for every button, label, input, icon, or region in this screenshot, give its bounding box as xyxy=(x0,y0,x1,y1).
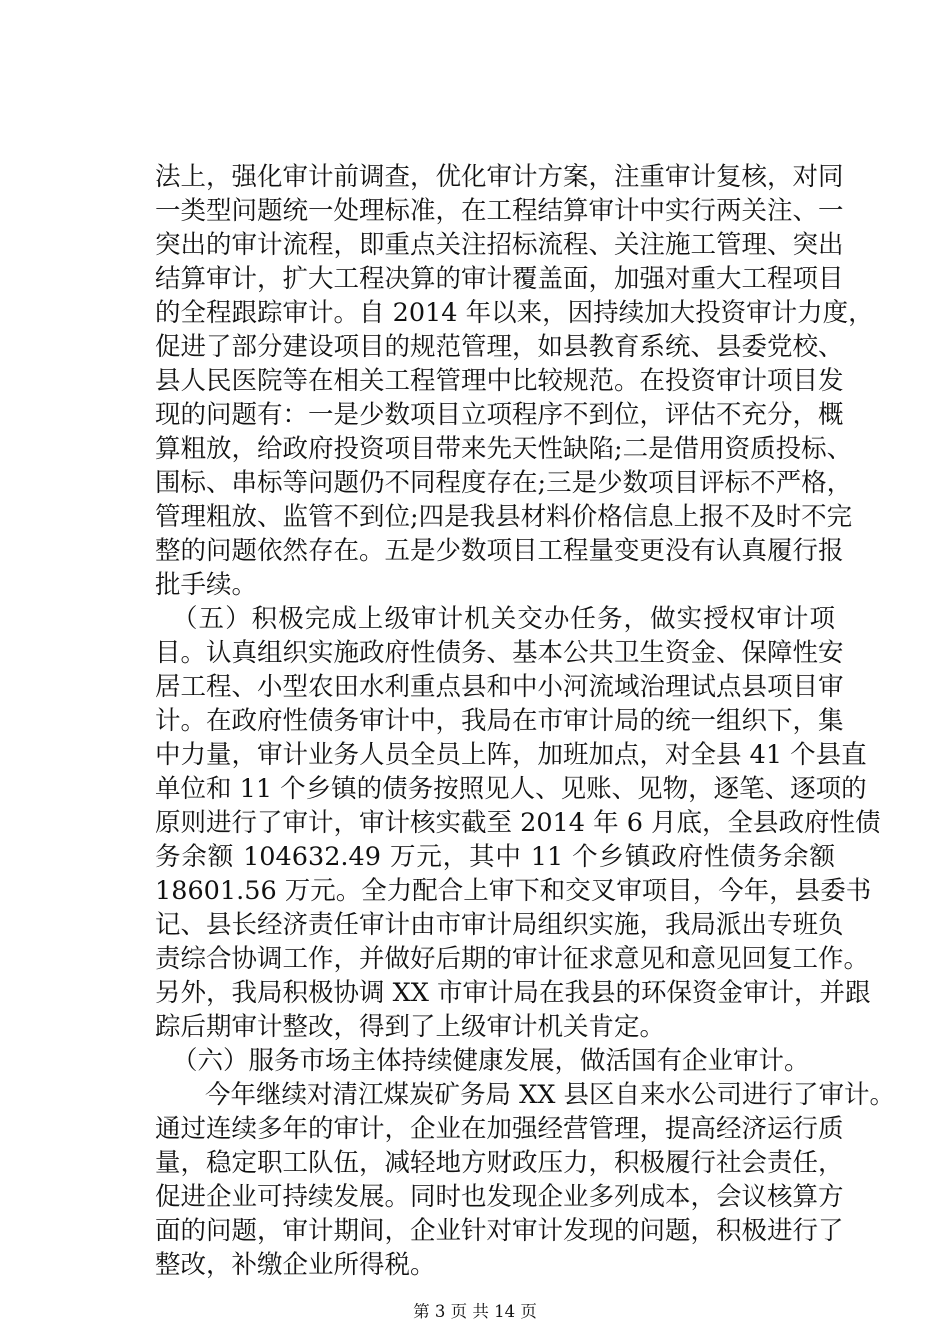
paragraph-line: 另外，我局积极协调 XX 市审计局在我县的环保资金审计，并跟 xyxy=(155,978,871,1008)
paragraph-line: 管理粗放、监管不到位;四是我县材料价格信息上报不及时不完 xyxy=(155,502,853,532)
paragraph-line: 的全程跟踪审计。自 2014 年以来，因持续加大投资审计力度， xyxy=(155,298,874,328)
paragraph-line: 围标、串标等问题仍不同程度存在;三是少数项目评标不严格， xyxy=(155,468,853,498)
paragraph-line: 促进企业可持续发展。同时也发现企业多列成本，会议核算方 xyxy=(155,1182,844,1212)
paragraph-line: 通过连续多年的审计，企业在加强经营管理，提高经济运行质 xyxy=(155,1114,844,1144)
paragraph-line: 务余额 104632.49 万元，其中 11 个乡镇政府性债务余额 xyxy=(155,842,835,872)
paragraph-line: 县人民医院等在相关工程管理中比较规范。在投资审计项目发 xyxy=(155,366,844,396)
page-number-footer: 第 3 页 共 14 页 xyxy=(413,1302,537,1321)
section-heading-line: （五）积极完成上级审计机关交办任务，做实授权审计项 xyxy=(172,604,835,634)
paragraph-line: 现的问题有：一是少数项目立项程序不到位，评估不充分，概 xyxy=(155,400,844,430)
paragraph-line: 踪后期审计整改，得到了上级审计机关肯定。 xyxy=(155,1012,666,1042)
paragraph-line: 量，稳定职工队伍，减轻地方财政压力，积极履行社会责任， xyxy=(155,1148,844,1178)
paragraph-line: 整的问题依然存在。五是少数项目工程量变更没有认真履行报 xyxy=(155,536,844,566)
paragraph-line: 责综合协调工作，并做好后期的审计征求意见和意见回复工作。 xyxy=(155,944,870,974)
paragraph-line: 突出的审计流程，即重点关注招标流程、关注施工管理、突出 xyxy=(155,230,844,260)
paragraph-line: 面的问题，审计期间，企业针对审计发现的问题，积极进行了 xyxy=(155,1216,844,1246)
paragraph-line: 18601.56 万元。全力配合上审下和交叉审项目，今年，县委书 xyxy=(155,876,872,906)
paragraph-line: 原则进行了审计，审计核实截至 2014 年 6 月底，全县政府性债 xyxy=(155,808,881,838)
paragraph-line: 整改，补缴企业所得税。 xyxy=(155,1250,436,1280)
paragraph-line: 记、县长经济责任审计由市审计局组织实施，我局派出专班负 xyxy=(155,910,844,940)
paragraph-line: 促进了部分建设项目的规范管理，如县教育系统、县委党校、 xyxy=(155,332,844,362)
paragraph-line: 法上，强化审计前调查，优化审计方案，注重审计复核，对同 xyxy=(155,162,844,192)
paragraph-line: 单位和 11 个乡镇的债务按照见人、见账、见物，逐笔、逐项的 xyxy=(155,774,867,804)
paragraph-line: 算粗放，给政府投资项目带来先天性缺陷;二是借用资质投标、 xyxy=(155,434,853,464)
paragraph-line: 计。在政府性债务审计中，我局在市审计局的统一组织下，集 xyxy=(155,706,844,736)
paragraph-line: 一类型问题统一处理标准，在工程结算审计中实行两关注、一 xyxy=(155,196,844,226)
section-heading-line: （六）服务市场主体持续健康发展，做活国有企业审计。 xyxy=(172,1046,810,1076)
paragraph-line: 居工程、小型农田水利重点县和中小河流域治理试点县项目审 xyxy=(155,672,844,702)
paragraph-line: 今年继续对清江煤炭矿务局 XX 县区自来水公司进行了审计。 xyxy=(205,1080,896,1110)
paragraph-line: 中力量，审计业务人员全员上阵，加班加点，对全县 41 个县直 xyxy=(155,740,867,770)
paragraph-line: 结算审计，扩大工程决算的审计覆盖面，加强对重大工程项目 xyxy=(155,264,844,294)
paragraph-line: 目。认真组织实施政府性债务、基本公共卫生资金、保障性安 xyxy=(155,638,844,668)
paragraph-line: 批手续。 xyxy=(155,570,258,600)
